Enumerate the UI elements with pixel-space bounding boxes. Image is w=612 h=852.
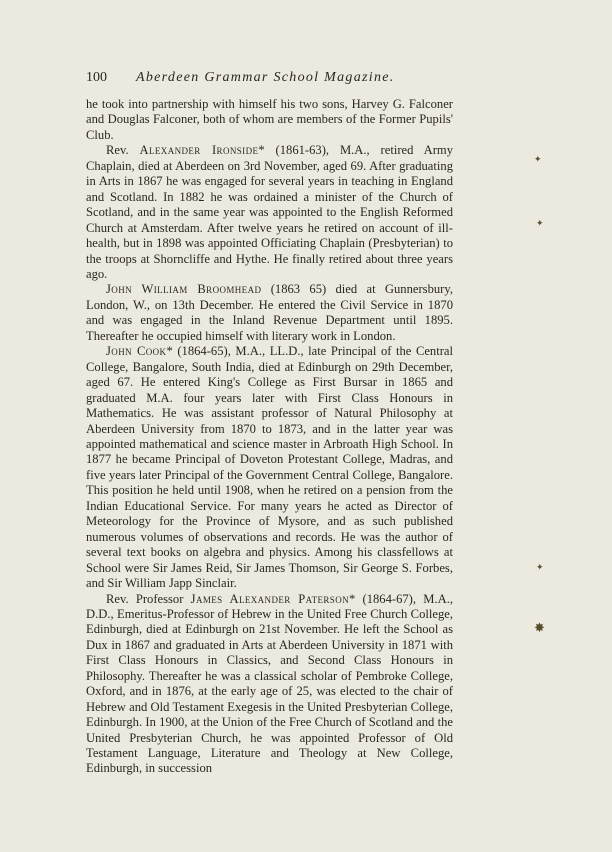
paragraph-text: * (1861-63), M.A., retired Army Chaplain, died at Aberdeen on 3rd November, aged 69. After graduating in Arts in 1867 he was engaged for several years in teaching in England and Scotland. In 1882 he was ordained a minister of the Church of Scotland, and in the same year was appointed to the English Reformed Church at Amsterdam. After twelve years he retired on account of ill-health, but in 1898 was appointed Officiating Chaplain (Presbyterian) to the troops at Shorncliffe and Hythe. He finally retired about three years ago. (86, 143, 453, 281)
page-number: 100 (86, 70, 107, 85)
margin-speck: ✦ (536, 218, 544, 228)
obituary-ironside (86, 143, 453, 282)
running-title: Aberdeen Grammar School Magazine. (136, 70, 395, 85)
paragraph-continuation (86, 97, 453, 143)
margin-speck: ✦ (534, 154, 542, 164)
margin-speck: ✦ (536, 562, 544, 572)
paragraph-text: he took into partnership with himself his two sons, Harvey G. Falconer and Douglas Falconer, both of whom are members of the Former Pupils' Club. (86, 97, 453, 142)
obituary-cook (86, 344, 453, 591)
paragraph-text: * (1864-67), M.A., D.D., Emeritus-Professor of Hebrew in the United Free Church College, Edinburgh, died at Edinburgh on 21st November. He left the School as Dux in 1867 and graduated in Arts at Aberdeen University in 1871 with First Class Honours in Classics, and Second Class Honours in Philosophy. Thereafter he was a classical scholar of Pembroke College, Oxford, and in 1876, at the early age of 25, was elected to the chair of Hebrew and Old Testament Exegesis in the United Presbyterian College, Edinburgh. In 1900, at the Union of the Free Church of Scotland and the United Presbyterian Church, he was appointed Professor of Old Testament Language, Literature and Theology at New College, Edinburgh, in succession (86, 591, 453, 776)
body-text (86, 97, 453, 777)
obituary-paterson (86, 592, 453, 777)
paragraph-prefix: Rev. (106, 143, 140, 158)
paragraph-text: (1863 65) died at Gunnersbury, London, W., on 13th December. He entered the Civil Service in 1870 and was engaged in the Inland Revenue Department until 1895. Thereafter he occupied himself with literary work in London. (86, 282, 453, 343)
obituary-broomhead (86, 282, 453, 344)
page-header (86, 70, 456, 86)
paragraph-text: * (1864-65), M.A., LL.D., late Principal of the Central College, Bangalore, South India, died at Edinburgh on 29th December, aged 67. He entered King's College as First Bursar in 1865 and graduated M.A. four years later with First Class Honours in Mathematics. He was assistant professor of Natural Philosophy at Aberdeen University from 1870 to 1873, and in the latter year was appointed mathematical and science master in Arbroath High School. In 1877 he became Principal of Doveton Protestant College, Madras, and five years later Principal of the Government Central College, Bangalore. This position he held until 1908, when he retired on a pension from the Indian Educational Service. For many years he acted as Director of Meteorology for the Province of Mysore, and as such published numerous volumes of observations and records. He was the author of several text books on algebra and physics. Among his classfellows at School were Sir James Reid, Sir James Thomson, Sir George S. Forbes, and Sir William Japp Sinclair. (86, 344, 454, 591)
person-name: James Alexander Paterson (190, 591, 349, 606)
person-name: Alexander Ironside (139, 143, 259, 158)
person-name: John Cook (106, 344, 167, 359)
margin-speck: ✸ (534, 620, 545, 635)
paragraph-prefix: Rev. Professor (106, 591, 191, 606)
person-name: John William Broomhead (106, 282, 262, 297)
